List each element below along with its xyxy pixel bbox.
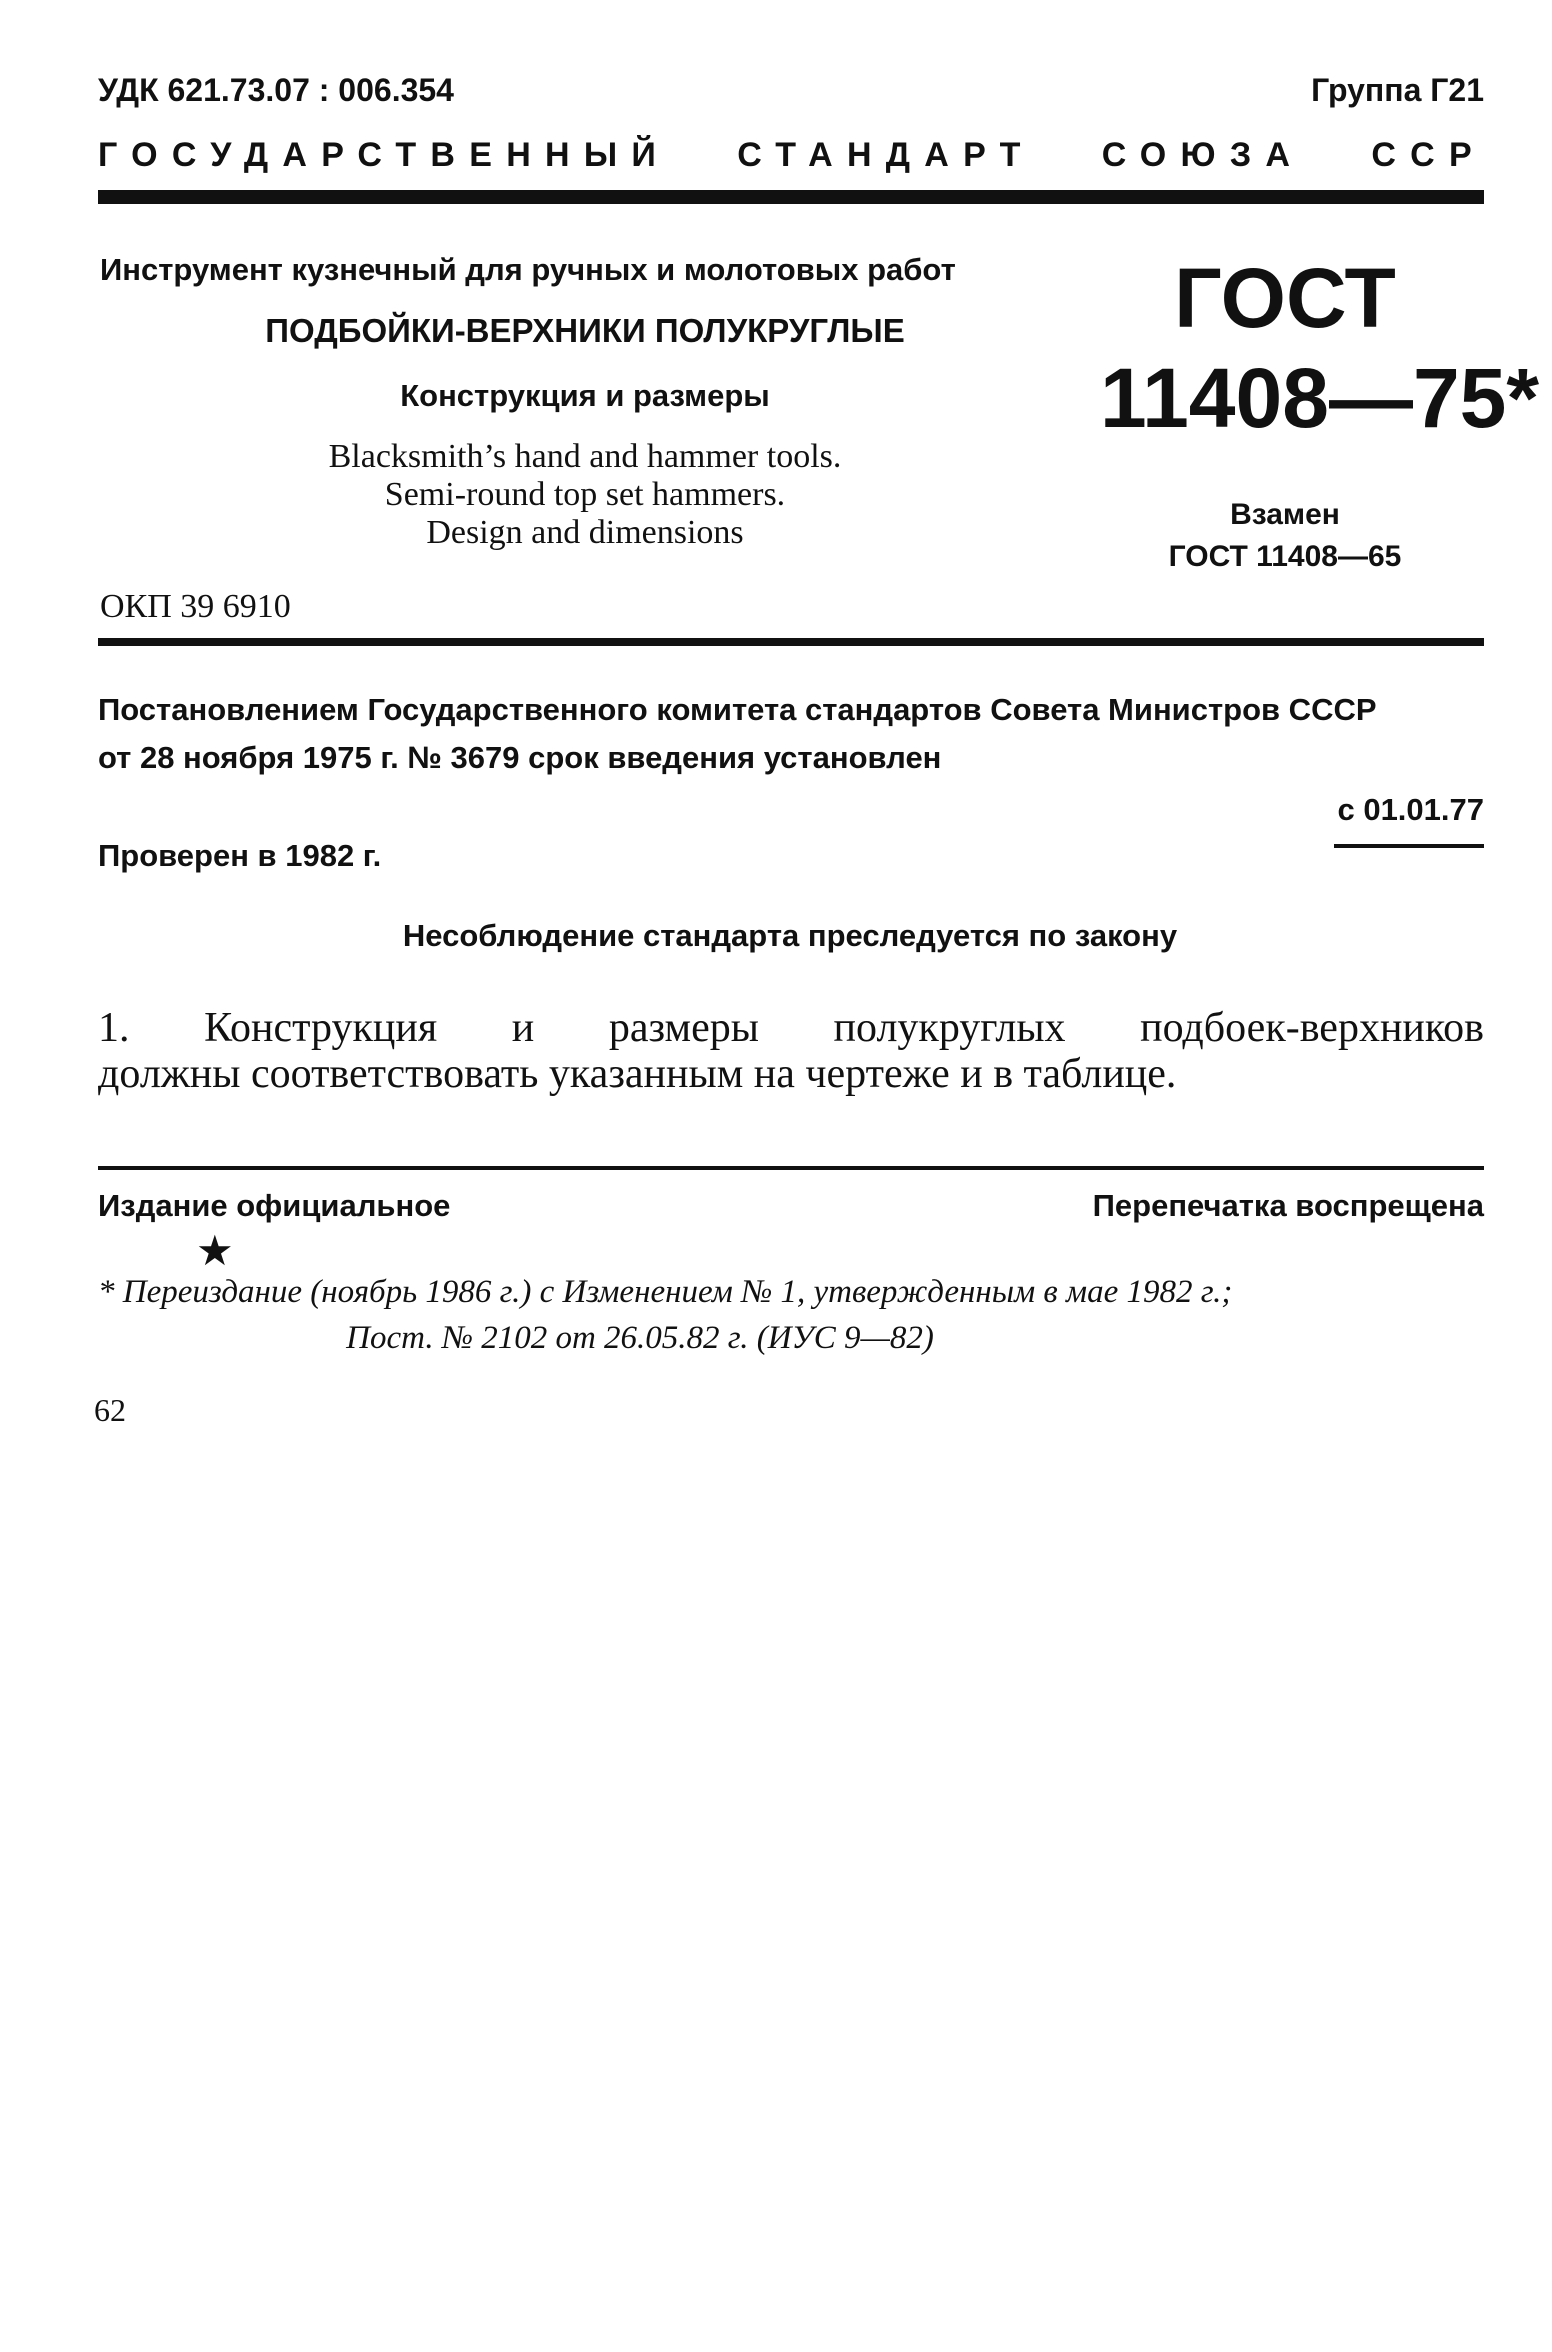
heading-word-4: ССР <box>1371 136 1486 174</box>
decree-line-1: Постановлением Государственного комитета стандартов Совета Министров СССР <box>98 692 1377 727</box>
footnote-line-2: Пост. № 2102 от 26.05.82 г. (ИУС 9—82) <box>346 1320 934 1356</box>
title-category: Инструмент кузнечный для ручных и молотовых работ <box>100 252 956 287</box>
heading-word-2: СТАНДАРТ <box>737 136 1035 174</box>
group-code: Группа Г21 <box>1311 72 1484 108</box>
checked-year: Проверен в 1982 г. <box>98 838 382 873</box>
gost-number: 11408—75* <box>1100 351 1540 445</box>
page-number: 62 <box>94 1392 126 1428</box>
english-title <box>100 438 1070 552</box>
star-icon: ★ <box>196 1227 234 1274</box>
title-subtitle: Конструкция и размеры <box>400 378 770 413</box>
effective-date: с 01.01.77 <box>1337 792 1484 827</box>
title-main: ПОДБОЙКИ-ВЕРХНИКИ ПОЛУКРУГЛЫЕ <box>265 312 905 349</box>
heading-rule <box>98 190 1484 204</box>
english-title-line-2: Semi-round top set hammers. <box>384 476 786 513</box>
title-block-rule <box>98 638 1484 646</box>
reprint-prohibited: Перепечатка воспрещена <box>1092 1188 1484 1223</box>
gost-label: ГОСТ <box>1174 251 1396 345</box>
effective-date-underline <box>1334 844 1484 848</box>
english-title-line-3: Design and dimensions <box>426 514 744 551</box>
english-title-line-1: Blacksmith’s hand and hammer tools. <box>328 438 842 475</box>
decree-line-2: от 28 ноября 1975 г. № 3679 срок введения установлен <box>98 740 942 775</box>
heading-word-3: СОЮЗА <box>1101 136 1305 174</box>
footer-rule <box>98 1166 1484 1170</box>
okp-code: ОКП 39 6910 <box>100 588 291 625</box>
footnote-line-1: * Переиздание (ноябрь 1986 г.) с Изменением № 1, утвержденным в мае 1982 г.; <box>98 1274 1233 1310</box>
udc-code: УДК 621.73.07 : 006.354 <box>98 72 454 108</box>
state-standard-heading <box>98 136 1486 175</box>
legal-notice: Несоблюдение стандарта преследуется по закону <box>402 918 1178 953</box>
replaces-value: ГОСТ 11408—65 <box>1168 540 1402 573</box>
replaces-label: Взамен <box>1230 498 1340 531</box>
heading-word-1: ГОСУДАРСТВЕННЫЙ <box>98 136 671 174</box>
clause-1-line-2: должны соответствовать указанным на чертеже и в таблице. <box>98 1051 1177 1097</box>
official-edition: Издание официальное <box>98 1188 451 1223</box>
clause-1-line-1: 1. Конструкция и размеры полукруглых подбоек-верхников <box>98 1005 1484 1051</box>
